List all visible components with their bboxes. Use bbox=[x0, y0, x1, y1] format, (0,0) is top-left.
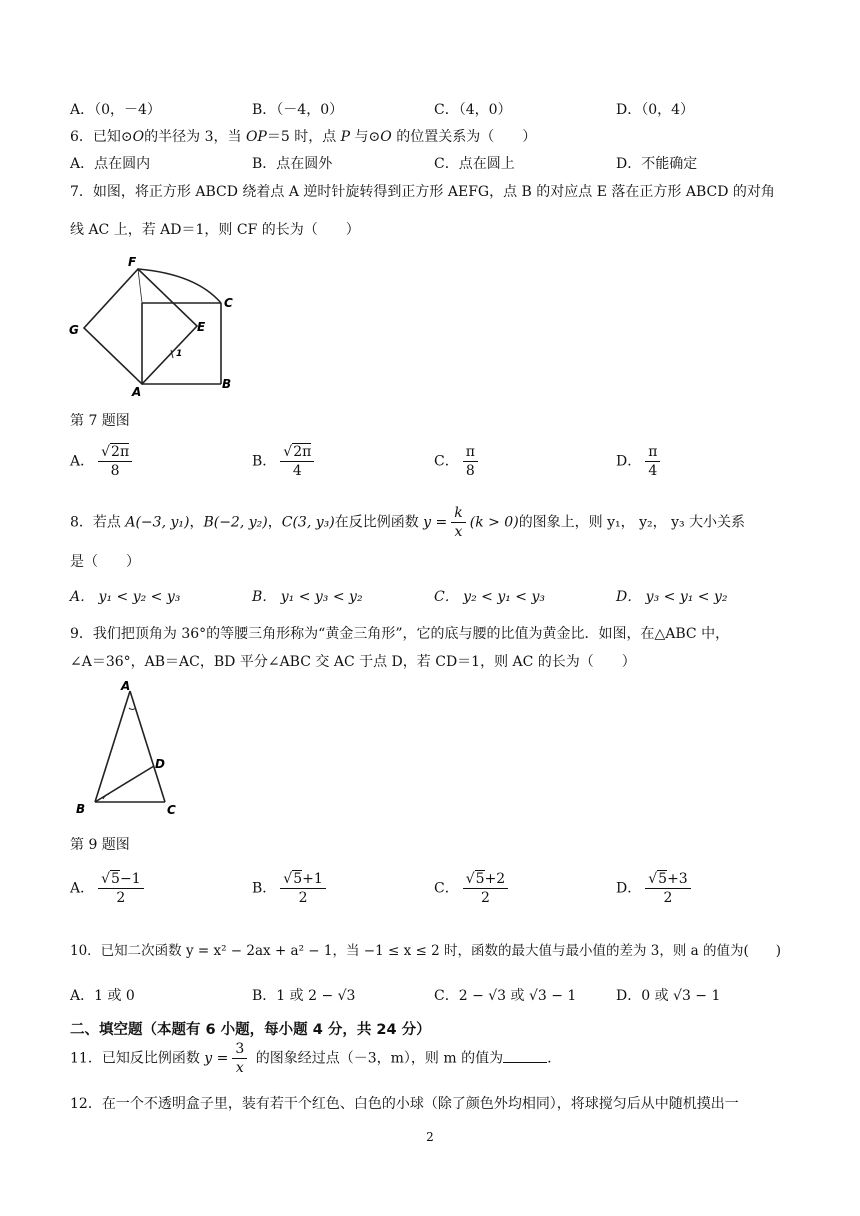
section-2-heading: 二、填空题（本题有 6 小题，每小题 4 分，共 24 分） bbox=[70, 1022, 431, 1038]
q9-option-b: B． $\frac{√5+1}{2}$ bbox=[252, 871, 330, 906]
q9-option-c: C． $\frac{√5+2}{2}$ bbox=[434, 871, 512, 906]
q7-figure bbox=[66, 252, 246, 398]
q7-option-c: C． $\frac{\pi}{8}$ bbox=[434, 444, 482, 479]
q6-option-a: A．点在圆内 bbox=[70, 156, 151, 172]
q7-option-b: B． $\frac{√2\pi}{4}$ bbox=[252, 444, 318, 479]
q5-option-d: D．（0，4） bbox=[616, 102, 695, 118]
q7-option-a: A． $\frac{√2\pi}{8}$ bbox=[70, 444, 136, 479]
q7-option-d: D． $\frac{\pi}{4}$ bbox=[616, 444, 664, 479]
q6-option-b: B．点在圆外 bbox=[252, 156, 333, 172]
q7-stem-line2: 线 AC 上，若 AD＝1，则 CF 的长为（ ） bbox=[70, 222, 360, 238]
q8-stem-line1: 8．若点 A(−3, y₁)，B(−2, y₂)，C(3, y₃)在反比例函数 y = $\frac{k}{x}$ (k > 0)的图象上，则 y₁， y₂， y₃ 大小关系 bbox=[70, 505, 746, 540]
q10-option-d: D．0 或 √3 − 1 bbox=[616, 988, 721, 1004]
q7-arc-fc bbox=[138, 269, 221, 303]
q9-label-d: D bbox=[155, 757, 165, 771]
q7-caption: 第 7 题图 bbox=[70, 413, 130, 429]
q8-option-b: B． y₁ < y₃ < y₂ bbox=[252, 589, 363, 605]
q8-stem-line2: 是（ ） bbox=[70, 554, 140, 570]
q10-option-c: C．2 − √3 或 √3 − 1 bbox=[434, 988, 577, 1004]
q5-option-b: B．（－4，0） bbox=[252, 102, 344, 118]
q7-label-b: B bbox=[222, 377, 232, 391]
q7-stem-line1: 7．如图，将正方形 ABCD 绕着点 A 逆时针旋转得到正方形 AEFG，点 B 的对应点 E 落在正方形 ABCD 的对角 bbox=[70, 184, 775, 200]
q6-option-c: C．点在圆上 bbox=[434, 156, 515, 172]
q7-label-c: C bbox=[224, 296, 233, 310]
q9-side-ab bbox=[95, 691, 130, 802]
q9-option-d: D． $\frac{√5+3}{2}$ bbox=[616, 871, 695, 906]
q12-stem: 12．在一个不透明盒子里，装有若干个红色、白色的小球（除了颜色外均相同），将球搅匀后从中随机摸出一 bbox=[70, 1096, 739, 1112]
q5-option-a: A．（0，－4） bbox=[70, 102, 161, 118]
q7-square-aefg bbox=[84, 269, 197, 384]
q7-label-e: E bbox=[197, 320, 206, 334]
q11-stem: 11．已知反比例函数 y = $\frac{3}{x}$ 的图象经过点（－3，m），则 m 的值为 . bbox=[70, 1041, 552, 1076]
q9-side-ca bbox=[130, 691, 165, 802]
q6-option-d: D．不能确定 bbox=[616, 156, 698, 172]
q9-figure bbox=[70, 678, 190, 820]
page-number: 2 bbox=[426, 1130, 434, 1144]
q7-label-1: 1 bbox=[176, 349, 183, 359]
q9-stem-line1: 9．我们把顶角为 36°的等腰三角形称为“黄金三角形”，它的底与腰的比值为黄金比．如图，在△ABC 中， bbox=[70, 626, 730, 642]
q9-label-b: B bbox=[76, 802, 86, 816]
q9-label-c: C bbox=[167, 803, 176, 817]
q9-label-a: A bbox=[121, 679, 131, 693]
q6-stem: 6．已知⊙O的半径为 3，当 OP＝5 时，点 P 与⊙O 的位置关系为（ ） bbox=[70, 129, 537, 145]
q8-option-d: D． y₃ < y₁ < y₂ bbox=[616, 589, 728, 605]
q8-option-c: C． y₂ < y₁ < y₃ bbox=[434, 589, 545, 605]
q7-label-a: A bbox=[132, 385, 142, 398]
q7-label-f: F bbox=[128, 255, 137, 269]
q9-option-a: A． $\frac{√5-1}{2}$ bbox=[70, 871, 148, 906]
q7-helper-line bbox=[138, 269, 142, 303]
q7-label-g: G bbox=[69, 323, 79, 337]
q5-option-c: C．（4，0） bbox=[434, 102, 512, 118]
q9-caption: 第 9 题图 bbox=[70, 837, 130, 853]
q11-answer-blank[interactable] bbox=[503, 1062, 547, 1063]
q10-stem: 10．已知二次函数 y = x² − 2ax + a² − 1，当 −1 ≤ x ≤ 2 时，函数的最大值与最小值的差为 3，则 a 的值为( ) bbox=[70, 943, 782, 959]
q10-option-b: B．1 或 2 − √3 bbox=[252, 988, 356, 1004]
q10-option-a: A．1 或 0 bbox=[70, 988, 135, 1004]
q9-stem-line2: ∠A＝36°，AB＝AC，BD 平分∠ABC 交 AC 于点 D，若 CD＝1，则 AC 的长为（ ） bbox=[70, 654, 636, 670]
q8-option-a: A． y₁ < y₂ < y₃ bbox=[70, 589, 181, 605]
